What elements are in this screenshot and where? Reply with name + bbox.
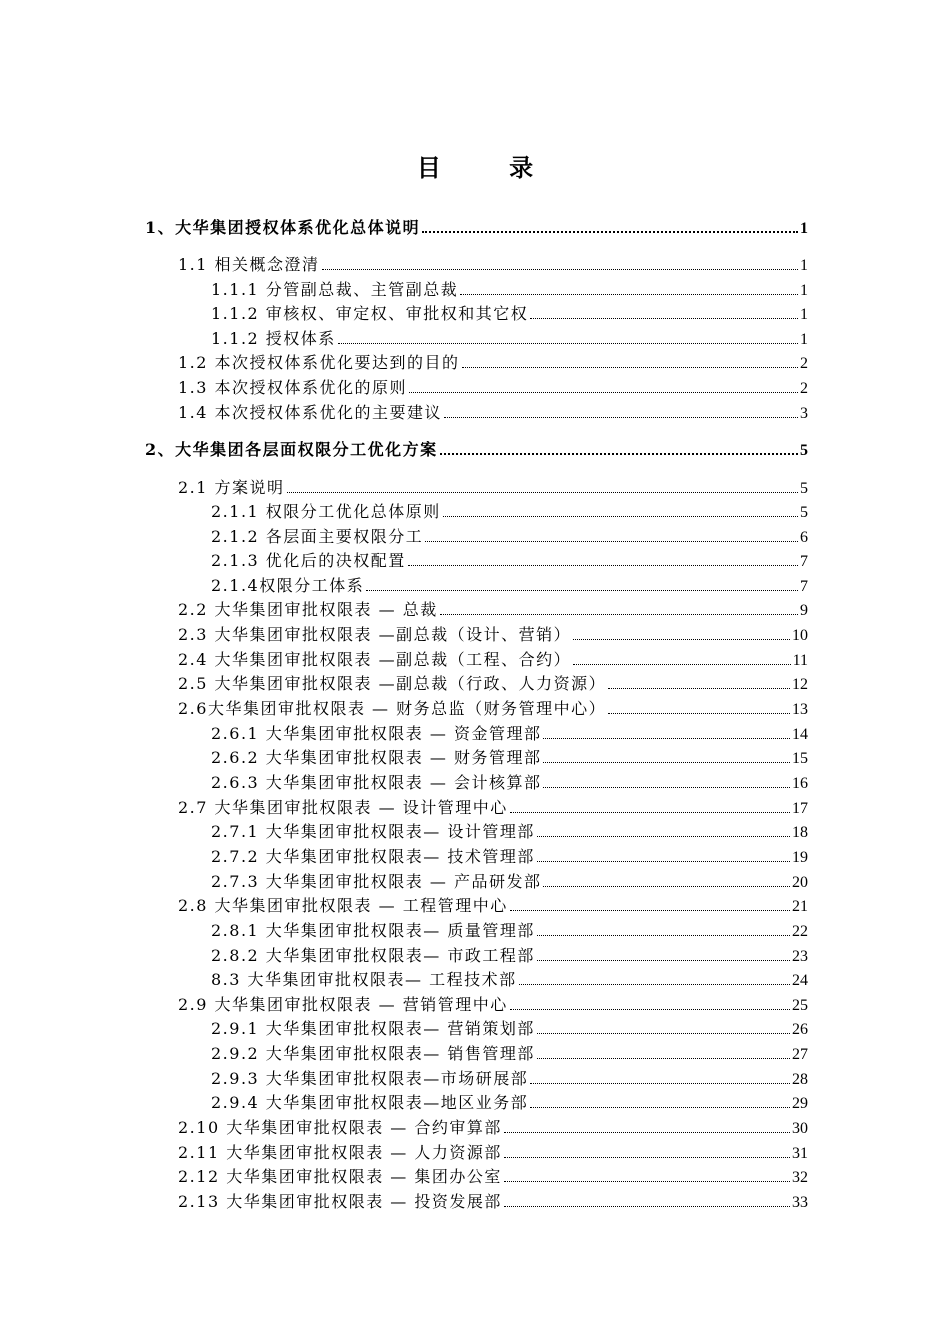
dot-leader (537, 835, 790, 837)
dot-leader (573, 663, 790, 665)
toc-entry[interactable] (178, 672, 808, 694)
toc-entry-page-number: 32 (792, 1169, 808, 1186)
toc-entry[interactable] (178, 1165, 808, 1187)
toc-entry[interactable] (211, 549, 808, 571)
toc-entry[interactable] (211, 870, 808, 892)
dot-leader (510, 811, 790, 813)
toc-entry-label: 2.9.2 大华集团审批权限表— 销售管理部 (211, 1044, 535, 1063)
toc-entry-page-number: 1 (800, 282, 808, 299)
dot-leader (543, 737, 790, 739)
dot-leader (504, 1156, 790, 1158)
toc-entry-label: 2.11 大华集团审批权限表 — 人力资源部 (178, 1143, 502, 1162)
toc-entry-label: 2.7.2 大华集团审批权限表— 技术管理部 (211, 847, 535, 866)
toc-entry-page-number: 15 (792, 750, 808, 767)
toc-entry[interactable] (211, 1067, 808, 1089)
toc-entry-label: 1.1.1 分管副总裁、主管副总裁 (211, 280, 459, 299)
toc-entry-label: 2.6.2 大华集团审批权限表 — 财务管理部 (211, 748, 542, 767)
dot-leader (543, 786, 790, 788)
toc-entry[interactable] (211, 302, 808, 324)
toc-entry-label: 2.8.2 大华集团审批权限表— 市政工程部 (211, 946, 535, 965)
toc-entry-label: 2.7.1 大华集团审批权限表— 设计管理部 (211, 822, 535, 841)
toc-entry-label: 2.1.1 权限分工优化总体原则 (211, 502, 441, 521)
dot-leader (510, 909, 790, 911)
toc-entry-page-number: 2 (800, 355, 808, 372)
toc-entry-label: 2.9.4 大华集团审批权限表—地区业务部 (211, 1093, 529, 1112)
toc-entry-page-number: 6 (800, 529, 808, 546)
toc-entry-label: 2.9.1 大华集团审批权限表— 营销策划部 (211, 1019, 535, 1038)
dot-leader (530, 317, 798, 319)
toc-entry-page-number: 5 (800, 504, 808, 521)
toc-entry-label: 2.1.2 各层面主要权限分工 (211, 527, 424, 546)
toc-entry-page-number: 10 (792, 627, 808, 644)
toc-entry[interactable] (211, 1017, 808, 1039)
dot-leader (440, 613, 798, 615)
toc-entry-page-number: 3 (800, 405, 808, 422)
toc-entry-page-number: 20 (792, 874, 808, 891)
toc-entry-page-number: 22 (792, 923, 808, 940)
toc-entry[interactable] (211, 968, 808, 990)
toc-entry-page-number: 26 (792, 1021, 808, 1038)
dot-leader (543, 885, 790, 887)
toc-entry-label: 2.12 大华集团审批权限表 — 集团办公室 (178, 1167, 502, 1186)
toc-entry[interactable] (211, 771, 808, 793)
toc-entry-page-number: 12 (792, 676, 808, 693)
toc-entry[interactable] (211, 746, 808, 768)
toc-entry[interactable] (211, 722, 808, 744)
dot-leader (287, 491, 798, 493)
toc-entry-page-number: 11 (792, 652, 808, 669)
dot-leader (537, 1032, 790, 1034)
toc-entry[interactable] (178, 1190, 808, 1212)
toc-entry-label: 2.1.4权限分工体系 (211, 576, 365, 595)
dot-leader (608, 712, 790, 714)
toc-entry[interactable] (211, 820, 808, 842)
toc-entry[interactable] (145, 438, 808, 460)
dot-leader (504, 1205, 790, 1207)
dot-leader (519, 983, 790, 985)
toc-entry-label: 1.1.2 审核权、审定权、审批权和其它权 (211, 304, 529, 323)
toc-entry-label: 1.3 本次授权体系优化的原则 (178, 378, 408, 397)
dot-leader (504, 1131, 790, 1133)
toc-entry-label: 2.6.3 大华集团审批权限表 — 会计核算部 (211, 773, 542, 792)
toc-entry-page-number: 30 (792, 1120, 808, 1137)
toc-entry-page-number: 14 (792, 726, 808, 743)
toc-entry[interactable] (178, 376, 808, 398)
dot-leader (443, 515, 798, 517)
toc-entry[interactable] (178, 598, 808, 620)
toc-entry[interactable] (211, 327, 808, 349)
toc-entry-label: 2.1.3 优化后的决权配置 (211, 551, 406, 570)
toc-entry-page-number: 7 (800, 553, 808, 570)
toc-entry-label: 2.5 大华集团审批权限表 —副总裁（行政、人力资源） (178, 674, 607, 693)
toc-entry-page-number: 5 (800, 480, 808, 497)
dot-leader (462, 366, 798, 368)
toc-entry[interactable] (178, 648, 808, 670)
toc-entry-label: 2、大华集团各层面权限分工优化方案 (145, 440, 438, 459)
toc-entry[interactable] (211, 500, 808, 522)
toc-entry[interactable] (145, 216, 808, 238)
dot-leader (322, 268, 798, 270)
toc-entry-label: 2.9.3 大华集团审批权限表—市场研展部 (211, 1069, 529, 1088)
toc-entry-label: 2.1 方案说明 (178, 478, 285, 497)
dot-leader (543, 761, 790, 763)
toc-entry-page-number: 25 (792, 997, 808, 1014)
dot-leader (537, 1057, 790, 1059)
toc-entry[interactable] (211, 525, 808, 547)
toc-entry[interactable] (211, 919, 808, 941)
toc-entry-page-number: 17 (792, 800, 808, 817)
dot-leader (440, 452, 798, 455)
toc-entry-label: 2.10 大华集团审批权限表 — 合约审算部 (178, 1118, 502, 1137)
toc-entry[interactable] (178, 401, 808, 423)
toc-entry-label: 2.3 大华集团审批权限表 —副总裁（设计、营销） (178, 625, 572, 644)
dot-leader (444, 416, 798, 418)
toc-entry-label: 2.8.1 大华集团审批权限表— 质量管理部 (211, 921, 535, 940)
toc-entry[interactable] (211, 845, 808, 867)
toc-entry-label: 2.7 大华集团审批权限表 — 设计管理中心 (178, 798, 508, 817)
dot-leader (537, 959, 790, 961)
dot-leader (366, 589, 798, 591)
dot-leader (573, 638, 790, 640)
toc-entry-label: 1.4 本次授权体系优化的主要建议 (178, 403, 443, 422)
toc-entry-page-number: 1 (800, 220, 808, 237)
toc-entry-page-number: 33 (792, 1194, 808, 1211)
toc-entry-page-number: 1 (800, 306, 808, 323)
toc-entry-page-number: 1 (800, 331, 808, 348)
toc-entry[interactable] (178, 1116, 808, 1138)
toc-entry-label: 1.2 本次授权体系优化要达到的目的 (178, 353, 460, 372)
toc-entry-label: 2.8 大华集团审批权限表 — 工程管理中心 (178, 896, 508, 915)
toc-entry-page-number: 28 (792, 1071, 808, 1088)
toc-entry[interactable] (178, 351, 808, 373)
dot-leader (338, 342, 798, 344)
toc-entry-page-number: 24 (792, 972, 808, 989)
dot-leader (530, 1106, 790, 1108)
dot-leader (504, 1180, 790, 1182)
page-title: 目 录 (416, 153, 564, 182)
toc-entry-page-number: 1 (800, 257, 808, 274)
dot-leader (510, 1008, 790, 1010)
toc-entry-page-number: 16 (792, 775, 808, 792)
toc-entry[interactable] (178, 697, 808, 719)
toc-entry-label: 2.13 大华集团审批权限表 — 投资发展部 (178, 1192, 502, 1211)
toc-entry[interactable] (178, 894, 808, 916)
toc-entry-page-number: 21 (792, 898, 808, 915)
toc-entry[interactable] (178, 796, 808, 818)
toc-entry-label: 1、大华集团授权体系优化总体说明 (145, 218, 421, 237)
toc-entry-label: 2.6大华集团审批权限表 — 财务总监（财务管理中心） (178, 699, 607, 718)
toc-entry[interactable] (178, 1141, 808, 1163)
toc-entry-page-number: 5 (800, 442, 808, 459)
toc-entry-page-number: 19 (792, 849, 808, 866)
toc-entry-page-number: 31 (792, 1145, 808, 1162)
dot-leader (530, 1082, 790, 1084)
dot-leader (608, 687, 790, 689)
dot-leader (460, 293, 798, 295)
toc-entry[interactable] (178, 253, 808, 275)
dot-leader (409, 391, 798, 393)
toc-entry[interactable] (178, 623, 808, 645)
toc-entry[interactable] (211, 944, 808, 966)
dot-leader (537, 934, 790, 936)
toc-entry-page-number: 18 (792, 824, 808, 841)
toc-entry[interactable] (211, 278, 808, 300)
toc-entry-page-number: 23 (792, 948, 808, 965)
toc-entry-label: 8.3 大华集团审批权限表— 工程技术部 (211, 970, 517, 989)
toc-entry-label: 2.7.3 大华集团审批权限表 — 产品研发部 (211, 872, 542, 891)
toc-entry-label: 1.1.2 授权体系 (211, 329, 336, 348)
toc-entry-label: 2.6.1 大华集团审批权限表 — 资金管理部 (211, 724, 542, 743)
toc-entry-label: 2.2 大华集团审批权限表 — 总裁 (178, 600, 438, 619)
toc-entry[interactable] (211, 574, 808, 596)
toc-entry[interactable] (211, 1091, 808, 1113)
dot-leader (422, 230, 798, 233)
dot-leader (425, 540, 798, 542)
toc-entry-label: 2.9 大华集团审批权限表 — 营销管理中心 (178, 995, 508, 1014)
dot-leader (537, 860, 790, 862)
toc-entry-page-number: 7 (800, 578, 808, 595)
toc-entry[interactable] (178, 993, 808, 1015)
toc-entry[interactable] (178, 476, 808, 498)
toc-entry-page-number: 2 (800, 380, 808, 397)
toc-entry-label: 2.4 大华集团审批权限表 —副总裁（工程、合约） (178, 650, 572, 669)
toc-entry[interactable] (211, 1042, 808, 1064)
toc-entry-page-number: 27 (792, 1046, 808, 1063)
toc-entry-page-number: 9 (800, 602, 808, 619)
toc-entry-page-number: 13 (792, 701, 808, 718)
toc-entry-page-number: 29 (792, 1095, 808, 1112)
dot-leader (408, 564, 798, 566)
toc-entry-label: 1.1 相关概念澄清 (178, 255, 320, 274)
